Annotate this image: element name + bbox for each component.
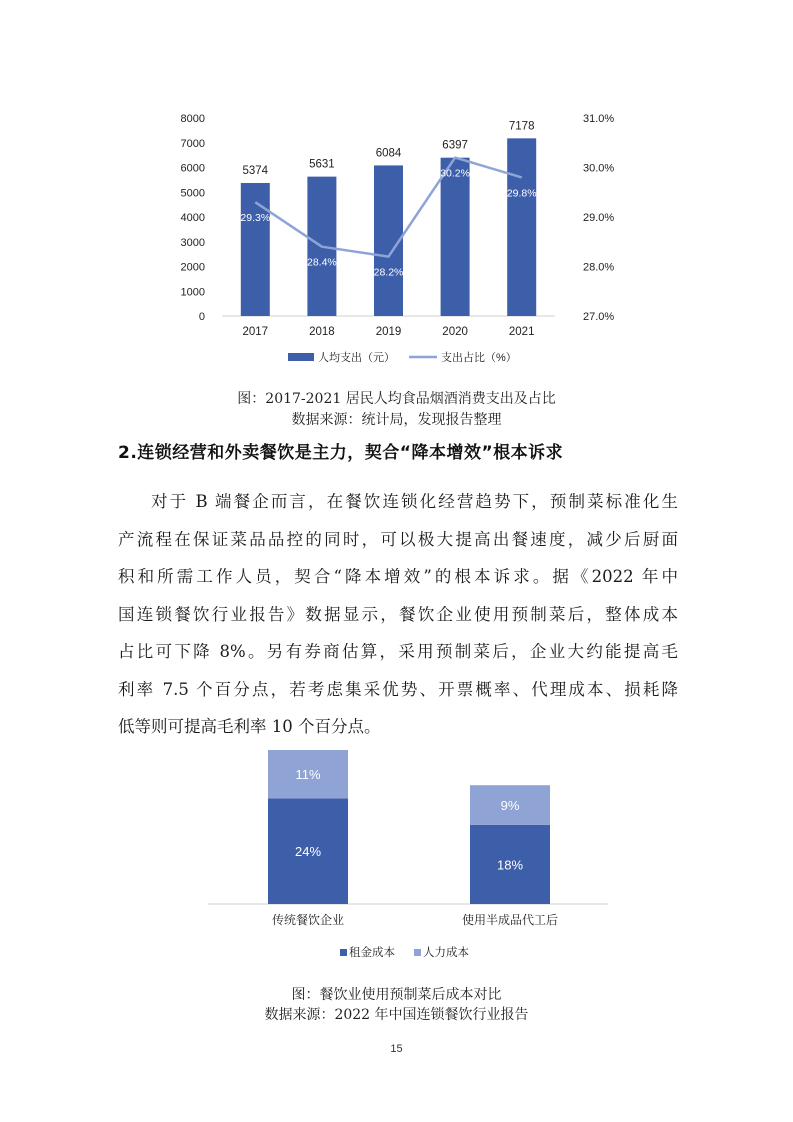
legend-swatch-bar bbox=[288, 353, 314, 361]
x-tick-label: 使用半成品代工后 bbox=[461, 913, 559, 927]
bar bbox=[507, 138, 536, 316]
figure2-source: 数据来源：2022 年中国连锁餐饮行业报告 bbox=[264, 1007, 529, 1023]
y-tick-label: 3000 bbox=[180, 236, 205, 249]
bar-value-label: 5631 bbox=[309, 158, 335, 171]
x-tick-label: 2020 bbox=[442, 326, 468, 338]
y-tick-label: 0 bbox=[198, 311, 205, 323]
y-tick-label: 8000 bbox=[180, 113, 205, 125]
y-tick-label: 2000 bbox=[180, 261, 205, 274]
line-value-label: 29.3% bbox=[240, 212, 271, 225]
segment-value-label: 11% bbox=[295, 767, 321, 783]
x-tick-label: 2018 bbox=[309, 326, 335, 338]
section-heading: 2.连锁经营和外卖餐饮是主力，契合“降本增效”根本诉求 bbox=[118, 443, 564, 463]
cost-comparison-chart-svg bbox=[200, 745, 620, 970]
y2-tick-label: 29.0% bbox=[583, 212, 615, 224]
legend-label-line: 支出占比（%） bbox=[441, 352, 517, 364]
paragraph-line: 低等则可提高毛利率 10 个百分点。 bbox=[118, 717, 381, 736]
legend-label: 人力成本 bbox=[423, 947, 469, 959]
figure2-caption: 图：餐饮业使用预制菜后成本对比 bbox=[291, 987, 502, 1003]
segment-value-label: 24% bbox=[294, 844, 322, 860]
paragraph-line: 占比可下降 8%。另有券商估算，采用预制菜后，企业大约能提高毛 bbox=[118, 642, 678, 661]
paragraph-line: 国连锁餐饮行业报告》数据显示，餐饮企业使用预制菜后，整体成本 bbox=[118, 604, 678, 624]
legend-swatch bbox=[340, 949, 347, 956]
x-tick-label: 2017 bbox=[242, 326, 269, 338]
figure1-caption: 图：2017-2021 居民人均食品烟酒消费支出及占比 bbox=[237, 391, 556, 407]
x-tick-label: 传统餐饮企业 bbox=[271, 913, 345, 927]
segment-value-label: 18% bbox=[496, 857, 524, 873]
body-paragraph bbox=[118, 483, 678, 746]
y2-tick-label: 31.0% bbox=[583, 113, 615, 125]
y-tick-label: 4000 bbox=[180, 212, 205, 224]
bar-value-label: 7178 bbox=[508, 120, 535, 133]
y2-tick-label: 30.0% bbox=[583, 162, 615, 175]
cost-comparison-chart bbox=[200, 745, 620, 974]
y2-tick-label: 27.0% bbox=[583, 311, 615, 323]
y-tick-label: 1000 bbox=[180, 286, 205, 299]
legend-swatch bbox=[414, 949, 421, 956]
line-value-label: 29.8% bbox=[506, 187, 537, 200]
consumption-chart-svg bbox=[160, 105, 630, 375]
x-tick-label: 2019 bbox=[375, 326, 402, 338]
paragraph-line: 对于 B 端餐企而言，在餐饮连锁化经营趋势下，预制菜标准化生 bbox=[151, 492, 678, 511]
segment-value-label: 9% bbox=[500, 798, 520, 813]
paragraph-line: 积和所需工作人员，契合“降本增效”的根本诉求。据《2022 年中 bbox=[118, 567, 678, 586]
paragraph-line: 利率 7.5 个百分点，若考虑集采优势、开票概率、代理成本、损耗降 bbox=[118, 679, 678, 699]
line-value-label: 30.2% bbox=[440, 167, 470, 180]
bar bbox=[441, 158, 470, 316]
y-tick-label: 5000 bbox=[180, 187, 205, 200]
legend-label: 租金成本 bbox=[349, 947, 395, 959]
y-tick-label: 6000 bbox=[180, 162, 205, 175]
y-tick-label: 7000 bbox=[180, 137, 205, 150]
consumption-chart bbox=[160, 105, 630, 379]
line-value-label: 28.2% bbox=[373, 266, 404, 279]
x-tick-label: 2021 bbox=[508, 326, 535, 338]
line-value-label: 28.4% bbox=[307, 256, 337, 269]
legend-label-bar: 人均支出（元） bbox=[318, 352, 395, 364]
page-number: 15 bbox=[390, 1043, 403, 1055]
bar-value-label: 6084 bbox=[375, 147, 402, 160]
figure1-source: 数据来源：统计局，发现报告整理 bbox=[291, 412, 502, 428]
y2-tick-label: 28.0% bbox=[583, 261, 615, 274]
bar-value-label: 6397 bbox=[442, 139, 468, 152]
bar-value-label: 5374 bbox=[242, 164, 269, 177]
paragraph-line: 产流程在保证菜品品控的同时，可以极大提高出餐速度，减少后厨面 bbox=[118, 529, 678, 549]
